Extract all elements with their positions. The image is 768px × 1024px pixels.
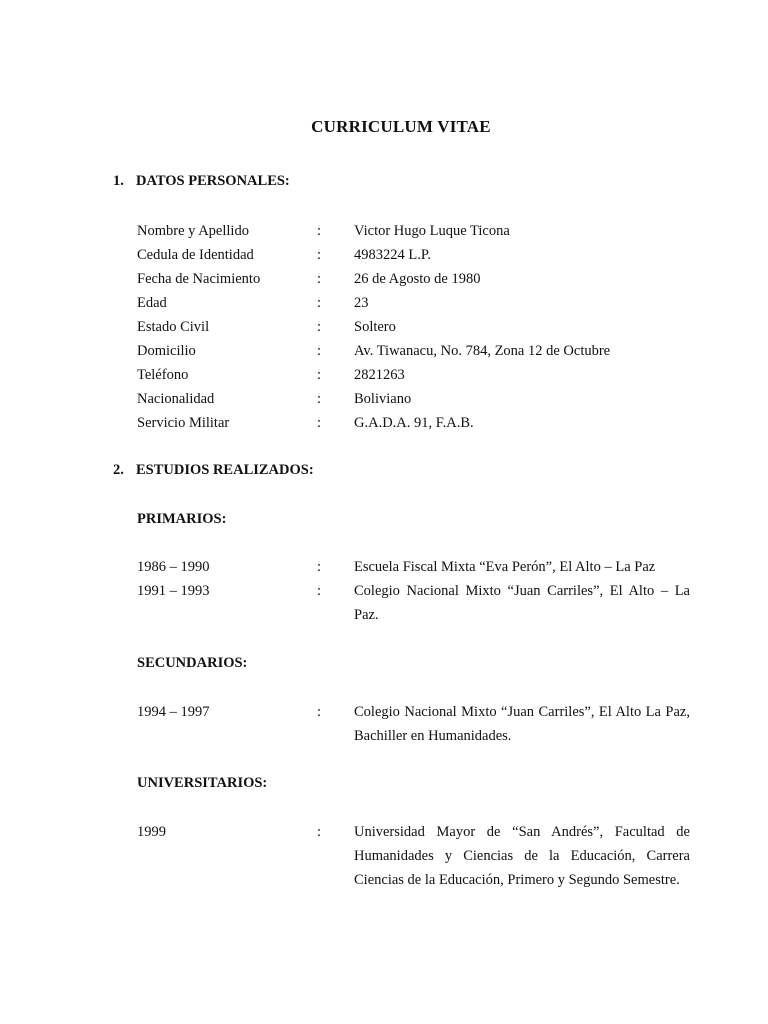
section-title: DATOS PERSONALES: bbox=[136, 173, 290, 189]
section-heading-estudios-realizados bbox=[113, 462, 314, 479]
row-value: 4983224 L.P. bbox=[354, 247, 431, 263]
row-value: 2821263 bbox=[354, 367, 405, 383]
row-label: 1991 – 1993 bbox=[137, 583, 210, 599]
row-label: Teléfono bbox=[137, 367, 189, 383]
section-title: ESTUDIOS REALIZADOS: bbox=[136, 462, 314, 478]
row-label: Cedula de Identidad bbox=[137, 247, 254, 263]
row-value: 23 bbox=[354, 295, 369, 311]
row-colon: : bbox=[317, 824, 322, 840]
section-heading-datos-personales bbox=[113, 173, 290, 190]
row-value: 26 de Agosto de 1980 bbox=[354, 271, 481, 287]
row-label: Edad bbox=[137, 295, 167, 311]
row-value: Av. Tiwanacu, No. 784, Zona 12 de Octubre bbox=[354, 343, 611, 359]
subheading-primarios: PRIMARIOS: bbox=[137, 511, 227, 527]
section-number: 2. bbox=[113, 462, 124, 478]
row-label: 1999 bbox=[137, 824, 166, 840]
row-value: Colegio Nacional Mixto “Juan Carriles”, El Alto La Paz, Bachiller en Humanidades. bbox=[354, 704, 690, 744]
row-colon: : bbox=[317, 559, 322, 575]
section-number: 1. bbox=[113, 173, 124, 189]
row-colon: : bbox=[317, 295, 322, 311]
row-value: Colegio Nacional Mixto “Juan Carriles”, El Alto – La Paz. bbox=[354, 583, 690, 623]
subheading-secundarios: SECUNDARIOS: bbox=[137, 655, 248, 671]
row-colon: : bbox=[317, 583, 322, 599]
row-value: Soltero bbox=[354, 319, 396, 335]
row-colon: : bbox=[317, 271, 322, 287]
row-colon: : bbox=[317, 223, 322, 239]
row-value: Escuela Fiscal Mixta “Eva Perón”, El Alto – La Paz bbox=[354, 559, 656, 575]
row-value: Victor Hugo Luque Ticona bbox=[354, 223, 510, 239]
row-colon: : bbox=[317, 319, 322, 335]
subheading-universitarios: UNIVERSITARIOS: bbox=[137, 775, 268, 791]
row-colon: : bbox=[317, 343, 322, 359]
row-value: G.A.D.A. 91, F.A.B. bbox=[354, 415, 474, 431]
row-colon: : bbox=[317, 367, 322, 383]
row-colon: : bbox=[317, 704, 322, 720]
row-colon: : bbox=[317, 247, 322, 263]
document-title: CURRICULUM VITAE bbox=[311, 117, 491, 136]
row-value: Boliviano bbox=[354, 391, 412, 407]
row-value: Universidad Mayor de “San Andrés”, Facultad de Humanidades y Ciencias de la Educación, Carrera Ciencias de la Educación, Primero y Segundo Semestre. bbox=[354, 824, 690, 888]
row-colon: : bbox=[317, 415, 322, 431]
row-label: Nombre y Apellido bbox=[137, 223, 249, 239]
row-label: Fecha de Nacimiento bbox=[137, 271, 261, 287]
row-colon: : bbox=[317, 391, 322, 407]
row-label: Domicilio bbox=[137, 343, 196, 359]
row-label: Estado Civil bbox=[137, 319, 210, 335]
row-label: 1994 – 1997 bbox=[137, 704, 210, 720]
row-label: Nacionalidad bbox=[137, 391, 215, 407]
row-label: 1986 – 1990 bbox=[137, 559, 210, 575]
row-label: Servicio Militar bbox=[137, 415, 230, 431]
